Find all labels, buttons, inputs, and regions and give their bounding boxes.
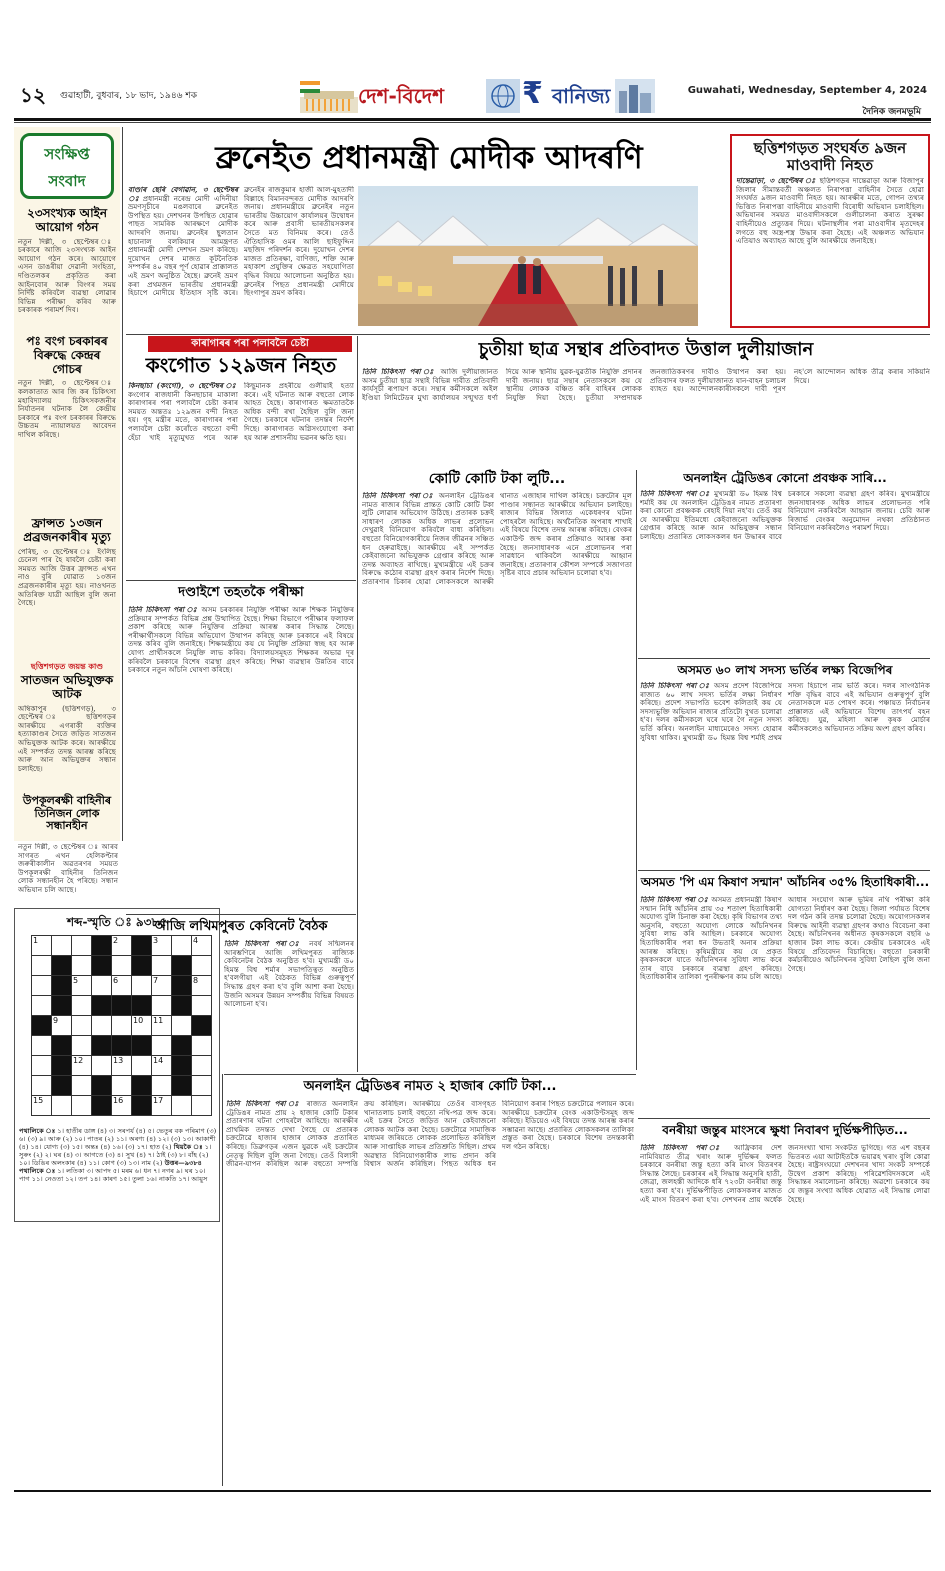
sidebar bbox=[14, 127, 120, 841]
online2-body-content: ৰাজ্যত অনলাইন ট্ৰেডিঙৰ নামত প্ৰায় ২ হাজাৰ কোটি টকাৰ প্ৰতাৰণাৰ ঘটনা পোহৰলৈ আহিছে। আৰক্ষীৰ প্ৰাথমিক তদন্তত দেখা গৈছে যে প্ৰতাৰক চক্ৰটোৱে হাজাৰ হাজাৰ লোকক প্ৰতাৰিত কৰিছে। ডিব্ৰুগড়ৰ এজন যুৱকে এই চক্ৰটোৰ নেতৃত্ব দিছিল বুলি জনা গৈছে। তেওঁ বিলাসী জীৱন-যাপন কৰিছিল আৰু বহুতো সম্পত্তি ক্ৰয় কৰিছিল। আৰক্ষীয়ে তেওঁৰ বাসগৃহত খানাতলাচ চলাই বহুতো নথি-পত্ৰ জব্দ কৰে। এই চক্ৰৰ সৈতে জড়িত আন কেইবাজনো লোকক আটক কৰা হৈছে। চক্ৰটোৱে সামাজিক মাধ্যমৰ জৰিয়তে লোকক প্ৰলোভিত কৰিছিল আৰু সাপ্তাহিক লাভৰ প্ৰতিশ্ৰুতি দিছিল। প্ৰথম অৱস্থাত বিনিয়োগকাৰীক লাভ প্ৰদান কৰি বিশ্বাস অৰ্জন কৰিছিল। পিছত অধিক ধন বিনিয়োগ কৰাৰ পিছত চক্ৰটোৱে পলায়ন কৰে। আৰক্ষীয়ে চক্ৰটোৰ বেংক একাউণ্টসমূহ জব্দ কৰিছে। ইডিয়েও এই বিষয়ে তদন্ত আৰম্ভ কৰাৰ সম্ভাৱনা আছে। প্ৰতাৰিত লোকসকলৰ তালিকা প্ৰস্তুত কৰা হৈছে। চৰকাৰে বিশেষ তদন্তকাৰী দল গঠন কৰিছে। bbox=[226, 1100, 634, 1169]
footer-rule bbox=[14, 1490, 931, 1492]
kisan-top-rule bbox=[638, 870, 930, 871]
crossword-block bbox=[51, 1035, 72, 1056]
bjp-body-content: অসম প্ৰদেশ বিজেপিয়ে ৰাজ্যত ৬০ লাখ সদস্য ভৰ্তিৰ লক্ষ্য নিৰ্ধাৰণ কৰিছে। প্ৰদেশ সভাপতি ভবেশ কলিতাই কয় যে সদস্যভুক্তি অভিযান ৰাজ্যৰ প্ৰতিটো বুথত চলোৱা হ'ব। দলৰ কৰ্মীসকলে ঘৰে ঘৰে গৈ নতুন সদস্য ভৰ্তি কৰিব। অনলাইন মাধ্যমেৰেও সদস্য হোৱাৰ সুবিধা থাকিব। মুখ্যমন্ত্ৰী ড০ হিমন্ত বিশ্ব শৰ্মাই প্ৰথম সদস্য হিচাপে নাম ভৰ্তি কৰে। দলৰ সাংগঠনিক শক্তি বৃদ্ধিৰ বাবে এই অভিযান গুৰুত্বপূৰ্ণ বুলি নেতাসকলে মত পোষণ কৰে। পঞ্চায়ত নিৰ্বাচনৰ প্ৰাক্কালত এই অভিযানে বিশেষ তাৎপৰ্য বহন কৰিছে। যুৱ, মহিলা আৰু কৃষক মোৰ্চাৰ কৰ্মীসকলেও অভিযানত সক্ৰিয় অংশ গ্ৰহণ কৰিব। bbox=[640, 682, 930, 742]
maoist-story-box bbox=[730, 134, 930, 328]
wildlife-top-rule bbox=[638, 1118, 930, 1119]
brief-item-headline: সাতজন অভিযুক্তক আটক bbox=[20, 673, 114, 701]
crossword-block bbox=[171, 975, 192, 996]
crossword-cell[interactable] bbox=[151, 1055, 172, 1076]
lakhimpur-body-content: নবৰ্ষ সন্মিলনৰ আৰম্ভণিৰে আজি লখিমপুৰত ৰাজ্যিক কেবিনেটৰ বৈঠক অনুষ্ঠিত হ'ব। মুখ্যমন্ত্ৰী ড০ হিমন্ত বিশ্ব শৰ্মাৰ সভাপতিত্বত অনুষ্ঠিত হ'বলগীয়া এই বৈঠকত বিভিন্ন গুৰুত্বপূৰ্ণ সিদ্ধান্ত গ্ৰহণ কৰা হ'ব বুলি আশা কৰা হৈছে। উজনি অসমৰ উন্নয়ন সম্পৰ্কীয় বিভিন্ন বিষয়ত আলোচনা হ'ব। bbox=[224, 940, 354, 1009]
crossword-cell[interactable] bbox=[171, 1015, 192, 1036]
brief-news-badge-line1: সংক্ষিপ্ত bbox=[44, 145, 90, 163]
crossword-block bbox=[111, 1035, 132, 1056]
brief-item-4 bbox=[18, 661, 116, 773]
crossword-cell[interactable] bbox=[191, 955, 212, 976]
crossword-box bbox=[14, 908, 220, 1222]
wildlife-headline: বনৰীয়া জন্তুৰ মাংসৰে ক্ষুধা নিবাৰণ দুৰ্ভিক্ষপীড়িত... bbox=[662, 1123, 908, 1137]
crossword-cell[interactable] bbox=[151, 1095, 172, 1116]
crossword-clues bbox=[19, 1127, 217, 1221]
crossword-cell[interactable] bbox=[91, 1015, 112, 1036]
crossword-cell[interactable] bbox=[31, 955, 52, 976]
crossword-cell[interactable] bbox=[51, 1015, 72, 1036]
exam-top-rule bbox=[126, 580, 356, 581]
answers: ১। লতিকা ৩। আপদ ৫। মৰম ৬। ধন ৭। নগৰ ৯। ঘৰ ১০। পাগ ১১। নেওতা ১২। তপ ১৪। কাৰণ ১৫। তুলা ১৬। নাকতি ১৭। আয়ুস bbox=[19, 1167, 208, 1183]
congo-body-content: কংগোৰ ৰাজধানী কিনছাচাৰ মাকালা কাৰাগাৰৰ পৰা পলাবলৈ চেষ্টা কৰাৰ সময়ত অন্ততঃ ১২৯জন বন্দী নিহত হয়। গৃহ মন্ত্ৰীৰ মতে, কাৰাগাৰৰ পৰা পলাবলৈ চেষ্টা কৰোঁতে বহুতো বন্দী হেঁচা খাই মৃত্যুমুখত পৰে আৰু কিছুমানক প্ৰহৰীয়ে গুলীয়াই হত্যা কৰে। এই ঘটনাত আৰু বহুতো লোক আহত হৈছে। কাৰাগাৰত ক্ষমতাতকৈ অধিক বন্দী ৰখা হৈছিল বুলি জনা গৈছে। চৰকাৰে ঘটনাৰ তদন্তৰ নিৰ্দেশ দিছে। কাৰাগাৰত অগ্নিসংযোগো কৰা হয় আৰু প্ৰশাসনীয় ভৱনৰ ক্ষতি হয়। bbox=[128, 382, 354, 442]
crossword-cell[interactable] bbox=[111, 955, 132, 976]
lead-photo bbox=[358, 186, 698, 326]
crossword-number: 2 bbox=[113, 936, 119, 945]
across-clues: ১। হাতীৰ ডাঙ্গ (৪) ৩। সৰপৰ্য (৪) ৫। ভেতুৰ বক পৰিমাণ (৩) ৬। (৩) ৯। আৰু (২) ১০। পাতৰ (২) ১১। অৰণ্য (৪) ১২। (৩) ১৩। আকাশী (৪) ১৪। যোগ্য (৩) ১৫। অন্তঃ (৪) ১৬। (৩) ১৭। হাত (২) bbox=[19, 1127, 217, 1151]
crossword-block bbox=[131, 935, 152, 956]
section-right-title: বানিজ্য bbox=[552, 84, 611, 108]
wildlife-dateline: তিনি চিকিৎসা পৰা ঃ bbox=[640, 1144, 726, 1152]
crossword-cell[interactable] bbox=[31, 935, 52, 956]
city-graphic bbox=[615, 79, 655, 113]
crossword-cell[interactable] bbox=[111, 1055, 132, 1076]
crossword-cell[interactable] bbox=[171, 1095, 192, 1116]
crossword-cell[interactable] bbox=[191, 1055, 212, 1076]
brief-item-body: নতুন দিল্লী, ৩ ছেপ্টেম্বৰ ঃ কলকাতাত আৰ জি কৰ চিকিৎসা মহাবিদ্যালয় চিকিৎসকজনীৰ নিৰ্যাতনৰ ঘটনাক লৈ কেন্দ্ৰীয় চৰকাৰে পঃ বংগ চৰকাৰৰ বিৰুদ্ধে উচ্চতম ন্যায়ালয়ত আবেদন দাখিল কৰিছে। bbox=[18, 379, 116, 439]
crossword-number: 7 bbox=[153, 976, 159, 985]
crossword-cell[interactable] bbox=[151, 995, 172, 1016]
exam-body bbox=[128, 606, 354, 910]
crossword-block bbox=[131, 1075, 152, 1096]
crossword-number: 4 bbox=[193, 936, 199, 945]
lakhimpur-body bbox=[224, 940, 354, 1068]
crossword-cell[interactable] bbox=[71, 1075, 92, 1096]
crossword-cell[interactable] bbox=[191, 1035, 212, 1056]
crossword-block bbox=[131, 995, 152, 1016]
crossword-cell[interactable] bbox=[191, 975, 212, 996]
brief-news-badge-line2: সংবাদ bbox=[48, 172, 86, 190]
maoist-body bbox=[736, 177, 924, 307]
crossword-cell[interactable] bbox=[71, 995, 92, 1016]
crossword-cell[interactable] bbox=[151, 955, 172, 976]
crossword-cell[interactable] bbox=[111, 1075, 132, 1096]
crossword-cell[interactable] bbox=[191, 1075, 212, 1096]
kisan-dateline: তিনি চিকিৎসা পৰা ঃ bbox=[640, 896, 709, 904]
un-globe-icon bbox=[486, 79, 520, 113]
brief-news-badge bbox=[20, 133, 114, 199]
crossword-grid bbox=[25, 935, 211, 1121]
crossword-cell[interactable] bbox=[91, 975, 112, 996]
maoist-headline: ছত্তিশগড়ত সংঘৰ্ষত ৯জন মাওবাদী নিহত bbox=[753, 139, 907, 174]
crossword-block bbox=[91, 1035, 112, 1056]
rupee-icon: ₹ bbox=[522, 76, 543, 111]
lead-dateline: বাণ্ডাৰ ছেৰি বেগাৱান, ৩ ছেপ্টেম্বৰ ঃ bbox=[128, 186, 238, 203]
lakhimpur-dateline: তিনি চিকিৎসা পৰা ঃ bbox=[224, 940, 303, 948]
crossword-cell[interactable] bbox=[151, 935, 172, 956]
crossword-cell[interactable] bbox=[191, 995, 212, 1016]
duliajan-dateline: তিনি চিকিৎসা পৰা ঃ bbox=[362, 368, 436, 376]
koti-dateline: তিনি চিকিৎসা পৰা ঃ bbox=[362, 492, 435, 500]
crossword-cell[interactable] bbox=[71, 1015, 92, 1036]
congo-body bbox=[128, 382, 354, 576]
crossword-number: 3 bbox=[153, 936, 159, 945]
duliajan-body-content: আজি দুলীয়াজানত অসম চুতীয়া ছাত্ৰ সন্থাই বিভিন্ন দাবীত প্ৰতিবাদী কাৰ্যসূচী ৰূপায়ণ কৰে। সন্থাৰ কৰ্মীসকলে অইল ইণ্ডিয়া লিমিটেডৰ মুখ্য কাৰ্যালয়ৰ সন্মুখত ধৰ্ণা দিয়ে আৰু স্থানীয় যুৱক-যুৱতীক নিযুক্তি প্ৰদানৰ দাবী জনায়। ছাত্ৰ সন্থাৰ নেতাসকলে কয় যে স্থানীয় লোকক বঞ্চিত কৰি বাহিৰৰ লোকক নিযুক্তি দিয়া হৈছে। চুতীয়া সম্প্ৰদায়ক জনজাতিকৰণৰ দাবীও উত্থাপন কৰা হয়। প্ৰতিবাদৰ ফলত দুলীয়াজানত যান-বাহন চলাচল ব্যাহত হয়। আন্দোলনকাৰীসকলে দাবী পূৰণ নহ'লে আন্দোলন অধিক তীব্ৰ কৰাৰ সকিয়নি দিয়ে। bbox=[362, 368, 930, 402]
crossword-number: 12 bbox=[73, 1056, 84, 1065]
crossword-number: 10 bbox=[133, 1016, 144, 1025]
crossword-cell[interactable] bbox=[71, 955, 92, 976]
brief-item-headline: ফ্ৰান্সত ১৩জন প্ৰব্ৰজনকাৰীৰ মৃত্যু bbox=[23, 516, 111, 544]
exam-body-content: অসম চৰকাৰৰ নিযুক্তি পৰীক্ষা আৰু শিক্ষক নিযুক্তিৰ প্ৰক্ৰিয়াৰ সম্পৰ্কত বিভিন্ন প্ৰশ্ন উত্থাপিত হৈছে। শিক্ষা বিভাগে পৰীক্ষাৰ ফলাফল প্ৰকাশ কৰিছে আৰু নিযুক্তিৰ প্ৰক্ৰিয়া আৰম্ভ কৰাৰ সিদ্ধান্ত লৈছে। পৰীক্ষাৰ্থীসকলে বিভিন্ন অভিযোগ উত্থাপন কৰিছে আৰু চৰকাৰে এই বিষয়ে তদন্ত কৰিব বুলি জনাইছে। শিক্ষামন্ত্ৰীয়ে কয় যে নিযুক্তি প্ৰক্ৰিয়া স্বচ্ছ হব আৰু যোগ্য প্ৰাৰ্থীসকলে নিযুক্তি লাভ কৰিব। বিদ্যালয়সমূহত শিক্ষকৰ অভাৱ দূৰ কৰিবলৈ চৰকাৰে বিশেষ ব্যৱস্থা গ্ৰহণ কৰিছে। শিক্ষা ব্যৱস্থাৰ উন্নতিৰ বাবে চৰকাৰে নতুন আঁচনি ঘোষণা কৰিছে। bbox=[128, 606, 354, 675]
crossword-block bbox=[51, 955, 72, 976]
crossword-cell[interactable] bbox=[151, 1035, 172, 1056]
online2-dateline: তিনি চিকিৎসা পৰা ঃ bbox=[226, 1100, 302, 1108]
crossword-number: 15 bbox=[33, 1096, 44, 1105]
brief-item-5 bbox=[18, 795, 116, 833]
crossword-cell[interactable] bbox=[151, 975, 172, 996]
header-rule bbox=[14, 118, 931, 121]
crossword-number: 16 bbox=[113, 1096, 124, 1105]
crossword-cell[interactable] bbox=[111, 935, 132, 956]
col-rule-1 bbox=[357, 336, 358, 1072]
crossword-block bbox=[91, 1075, 112, 1096]
koti-body-content: অনলাইন ট্ৰেডিঙৰ নামত ৰাজ্যৰ বিভিন্ন প্ৰান্তত কোটি কোটি টকা লুটি লোৱাৰ অভিযোগ উঠিছে। প্ৰতাৰক চক্ৰই সাধাৰণ লোকক অধিক লাভৰ প্ৰলোভন দেখুৱাই বিনিয়োগ কৰিবলৈ বাধ্য কৰিছিল। বহুতো বিনিয়োগকাৰীয়ে নিজৰ জীৱনৰ সঞ্চিত ধন হেৰুৱাইছে। আৰক্ষীয়ে এই সম্পৰ্কত কেইবাজনো অভিযুক্তক গ্ৰেপ্তাৰ কৰিছে আৰু তদন্ত অব্যাহত ৰাখিছে। মুখ্যমন্ত্ৰীয়ে এই চক্ৰৰ বিৰুদ্ধে কঠোৰ ব্যৱস্থা গ্ৰহণ কৰাৰ নিৰ্দেশ দিছে। প্ৰতাৰণাৰ চিকাৰ হোৱা লোকসকলে আৰক্ষী থানাত এজাহাৰ দাখিল কৰিছে। চক্ৰটোৰ মূল পাণ্ডাৰ সন্ধানত আৰক্ষীয়ে অভিযান চলাইছে। ৰাজ্যৰ বিভিন্ন জিলাত একেধৰণৰ ঘটনা পোহৰলৈ আহিছে। অৰ্থনৈতিক অপৰাধ শাখাই এই বিষয়ে বিশেষ তদন্ত আৰম্ভ কৰিছে। বেংকৰ একাউণ্ট জব্দ কৰাৰ প্ৰক্ৰিয়াও আৰম্ভ কৰা হৈছে। জনসাধাৰণক এনে প্ৰলোভনৰ পৰা সাৱধানে থাকিবলৈ আৰক্ষীয়ে আহ্বান জনাইছে। প্ৰতাৰণাৰ কৌশল সম্পৰ্কে সজাগতা সৃষ্টিৰ বাবে প্ৰচাৰ অভিযান চলোৱা হ'ব। bbox=[362, 492, 632, 586]
maoist-body-content: ছত্তিশগড়ৰ দান্তেৱাড়া আৰু বিজাপুৰ জিলাৰ সীমান্তবৰ্তী অঞ্চলত নিৰাপত্তা বাহিনীৰ সৈতে হোৱা সংঘৰ্ষত ৯জন মাওবাদী নিহত হয়। আৰক্ষীৰ মতে, গোপন তথ্যৰ ভিত্তিত নিৰাপত্তা বাহিনীয়ে মাওবাদী বিৰোধী অভিযান চলাইছিল। অভিযানৰ সময়ত মাওবাদীসকলে গুলীচালনা কৰাত সুৰক্ষা বাহিনীয়েও প্ৰত্যুত্তৰ দিয়ে। ঘটনাস্থলীৰ পৰা মাওবাদীৰ মৃতদেহৰ লগতে বহু অস্ত্ৰ-শস্ত্ৰ উদ্ধাৰ কৰা হৈছে। এই অঞ্চলত অভিযান এতিয়াও অব্যাহত আছে বুলি আৰক্ষীয়ে জনাইছে। bbox=[736, 177, 924, 246]
bjp-top-rule bbox=[638, 658, 930, 659]
crossword-number: 13 bbox=[113, 1056, 124, 1065]
crossword-block bbox=[31, 1015, 52, 1036]
crossword-cell[interactable] bbox=[191, 1095, 212, 1116]
brief-item-body: পেৰিছ, ৩ ছেপ্টেম্বৰ ঃ ইংলিছ চেনেল পাৰ হৈ যাবলৈ চেষ্টা কৰা সময়ত আজি উত্তৰ ফ্ৰান্সত এখন নাও বুৰি যোৱাত ১৩জন প্ৰব্ৰজনকাৰীৰ মৃত্যু হয়। নাওখনত অতিৰিক্ত যাত্ৰী আছিল বুলি জনা গৈছে। bbox=[18, 547, 116, 608]
brief-item-5-body: নতুন দিল্লী, ৩ ছেপ্টেম্বৰ ঃ আৰব সাগৰত এখন হেলিকপ্টাৰ জৰুৰীকালীন অৱতৰণৰ সময়ত উপকূলৰক্ষী বাহিনীৰ তিনিজন লোক সন্ধানহীন হৈ পৰিছে। সন্ধান অভিযান চলি আছে। bbox=[18, 843, 118, 894]
crossword-cell[interactable] bbox=[111, 1095, 132, 1116]
crossword-block bbox=[171, 1035, 192, 1056]
lead-bottom-rule bbox=[126, 334, 930, 335]
crossword-number: 5 bbox=[73, 976, 79, 985]
crossword-block bbox=[51, 975, 72, 996]
crossword-block bbox=[171, 1075, 192, 1096]
crossword-cell[interactable] bbox=[31, 975, 52, 996]
crossword-number: 14 bbox=[153, 1056, 164, 1065]
parliament-graphic bbox=[300, 79, 358, 113]
crossword-block bbox=[91, 995, 112, 1016]
crossword-cell[interactable] bbox=[71, 975, 92, 996]
lead-body-content: প্ৰধানমন্ত্ৰী নৰেন্দ্ৰ মোদী এদিনীয়া ভ্ৰমণসূচীৰে মঙলবাৰে ব্ৰুনেইত উপস্থিত হয়। দেশখনৰ উপস্থিত হোৱাৰ পাছত সামৰিক আৰক্ষণে মোদীক আদৰণি জনায়। ব্ৰুনেইৰ ছুলতান হাচানাল বলকিয়াৰ আমন্ত্ৰণত প্ৰধানমন্ত্ৰী মোদী দেশখন ভ্ৰমণ কৰিছে। দুয়োখন দেশৰ মাজত কূটনৈতিক সম্পৰ্কৰ ৪০ বছৰ পূৰ্ণ হোৱাৰ প্ৰাক্কালত এই ভ্ৰমণ অনুষ্ঠিত হৈছে। ব্ৰুনেই ভ্ৰমণ কৰা প্ৰথমজন ভাৰতীয় প্ৰধানমন্ত্ৰী হিচাপে মোদীয়ে ইতিহাস সৃষ্টি কৰে। ব্ৰুনেইৰ ৰাজকুমাৰ হাজী আল-মুহতাদী বিল্লাহে বিমানবন্দৰত মোদীক আদৰণি জনায়। প্ৰধানমন্ত্ৰীয়ে ব্ৰুনেইৰ নতুন ভাৰতীয় উচ্চায়োগ কাৰ্যালয়ৰ উদ্বোধন কৰে আৰু প্ৰবাসী ভাৰতীয়সকলৰ সৈতে মত বিনিময় কৰে। তেওঁ ঐতিহাসিক ওমৰ আলি ছাইফুদ্দিন মছজিদ পৰিদৰ্শন কৰে। দুয়োখন দেশৰ মাজত প্ৰতিৰক্ষা, বাণিজ্য, শক্তি আৰু মহাকাশ প্ৰযুক্তিৰ ক্ষেত্ৰত সহযোগিতা বৃদ্ধিৰ বিষয়ে আলোচনা অনুষ্ঠিত হয়। ব্ৰুনেইৰ পিছত প্ৰধানমন্ত্ৰী মোদীয়ে ছিংগাপুৰ ভ্ৰমণ কৰিব। bbox=[128, 186, 354, 298]
brief-item-body: অম্বিকাপুৰ (ছত্তিশগড়), ৩ ছেপ্টেম্বৰ ঃ ছত্তিশগড়ৰ আৰক্ষীয়ে এগৰাকী ব্যক্তিৰ হত্যাকাণ্ডৰ সৈতে জড়িত সাতজন অভিযুক্তক আটক কৰে। আৰক্ষীয়ে এই সম্পৰ্কত তদন্ত আৰম্ভ কৰিছে আৰু আন অভিযুক্তৰ সন্ধান চলাইছে। bbox=[18, 704, 116, 773]
wildlife-body bbox=[640, 1144, 930, 1484]
crossword-block bbox=[171, 995, 192, 1016]
koti-headline: কোটি কোটি টকা লুটি... bbox=[428, 471, 566, 487]
crossword-number: 17 bbox=[153, 1096, 164, 1105]
crossword-cell[interactable] bbox=[191, 935, 212, 956]
online2-headline: অনলাইন ট্ৰেডিঙৰ নামত ২ হাজাৰ কোটি টকা... bbox=[303, 1079, 557, 1094]
crossword-block bbox=[171, 955, 192, 976]
crossword-block bbox=[131, 1035, 152, 1056]
crossword-cell[interactable] bbox=[71, 1055, 92, 1076]
online2-top-rule bbox=[224, 1074, 636, 1075]
brief-item-headline: পঃ বংগ চৰকাৰৰ বিৰুদ্ধে কেন্দ্ৰৰ গোচৰ bbox=[26, 334, 108, 376]
paper-name: দৈনিক জনমভূমি bbox=[862, 107, 921, 117]
brief-item-body: নতুন দিল্লী, ৩ ছেপ্টেম্বৰ ঃ চৰকাৰে আজি ২৩সংখ্যক আইন আয়োগ গঠন কৰে। আয়োগে এসন ডাঙৰীয়া দেৱানী সংহিতা, দণ্ডিতলকৰ প্ৰকৃতিত কৰা আইনবোৰ আৰু বিংগৰ সময় নিৰ্দিষ্ট কৰিবলৈ ব্যৱস্থা লোৱাৰ বিভিন্ন পৰীক্ষা কৰিব আৰু চৰকাৰক পৰামৰ্শ দিব। bbox=[18, 237, 116, 315]
crossword-cell[interactable] bbox=[111, 975, 132, 996]
english-date: Guwahati, Wednesday, September 4, 2024 bbox=[687, 85, 927, 96]
lead-body-text bbox=[128, 186, 354, 330]
crossword-block bbox=[91, 1095, 112, 1116]
crossword-block bbox=[91, 955, 112, 976]
crossword-block bbox=[131, 1095, 152, 1116]
crossword-cell[interactable] bbox=[31, 1035, 52, 1056]
lakhimpur-headline: আজি লখিমপুৰত কেবিনেট বৈঠক bbox=[154, 919, 328, 934]
crossword-block bbox=[51, 1075, 72, 1096]
crossword-cell[interactable] bbox=[51, 1095, 72, 1116]
answers-head: উত্তৰ—৯৩৮৪ পথালিকে ঃ bbox=[19, 1159, 202, 1175]
crossword-cell[interactable] bbox=[171, 935, 192, 956]
bjp-dateline: তিনি চিকিৎসা পৰা ঃ bbox=[640, 682, 711, 690]
bjp-body bbox=[640, 682, 930, 866]
crossword-block bbox=[191, 1015, 212, 1036]
crossword-cell[interactable] bbox=[131, 1015, 152, 1036]
down-head: থিয়কৈ ঃ bbox=[173, 1143, 203, 1151]
sidebar-rule bbox=[122, 127, 123, 841]
congo-dateline: কিনছাচা (কংগো), ৩ ছেপ্টেম্বৰ ঃ bbox=[128, 382, 238, 390]
crossword-cell[interactable] bbox=[91, 1055, 112, 1076]
crossword-cell[interactable] bbox=[71, 1035, 92, 1056]
crossword-cell[interactable] bbox=[151, 1075, 172, 1096]
crossword-cell[interactable] bbox=[51, 935, 72, 956]
online1-dateline: তিনি চিকিৎসা পৰা ঃ bbox=[640, 490, 711, 498]
lakhimpur-top-rule bbox=[126, 914, 356, 915]
maoist-dateline: দান্তেৱাড়া, ৩ ছেপ্টেম্বৰ ঃ bbox=[736, 177, 817, 185]
crossword-number: 1 bbox=[33, 936, 39, 945]
duliajan-headline: চুতীয়া ছাত্ৰ সন্থাৰ প্ৰতিবাদত উত্তাল দুলীয়াজান bbox=[478, 339, 814, 360]
crossword-cell[interactable] bbox=[111, 1015, 132, 1036]
bjp-headline: অসমত ৬০ লাখ সদস্য ভৰ্তিৰ লক্ষ্য বিজেপিৰ bbox=[677, 663, 893, 677]
online1-body-content: মুখ্যমন্ত্ৰী ড০ হিমন্ত বিশ্ব শৰ্মাই কয় যে অনলাইন ট্ৰেডিঙৰ নামত প্ৰতাৰণা কৰা কোনো প্ৰবঞ্চকক ৰেহাই দিয়া নহ'ব। তেওঁ কয় যে আৰক্ষীয়ে ইতিমধ্যে কেইবাজনো অভিযুক্তক গ্ৰেপ্তাৰ কৰিছে আৰু আন অভিযুক্তৰ সন্ধান চলাইছে। প্ৰতাৰিত লোকসকলৰ ধন উদ্ধাৰৰ বাবে চৰকাৰে সকলো ব্যৱস্থা গ্ৰহণ কৰিব। মুখ্যমন্ত্ৰীয়ে জনসাধাৰণক অধিক লাভৰ প্ৰলোভনত পৰি বিনিয়োগ নকৰিবলৈ আহ্বান জনায়। চেবি আৰু ৰিজাৰ্ভ বেংকৰ অনুমোদন নথকা প্ৰতিষ্ঠানত বিনিয়োগ নকৰিবলৈও পৰামৰ্শ দিয়ে। bbox=[640, 490, 930, 541]
koti-body bbox=[362, 492, 632, 1070]
crossword-title: শব্দ-স্মৃতি ঃ ৯৩৮৫ bbox=[66, 915, 168, 929]
section-banner bbox=[300, 78, 655, 114]
crossword-block bbox=[131, 955, 152, 976]
congo-tag: কাৰাগাৰৰ পৰা পলাবলৈ চেষ্টা bbox=[148, 336, 352, 352]
kisan-body bbox=[640, 896, 930, 1114]
crossword-cell[interactable] bbox=[131, 1055, 152, 1076]
lead-body bbox=[128, 186, 354, 330]
crossword-cell[interactable] bbox=[151, 1015, 172, 1036]
page-header bbox=[14, 76, 931, 118]
lead-headline: ব্ৰুনেইত প্ৰধানমন্ত্ৰী মোদীক আদৰণি bbox=[215, 140, 643, 176]
online1-body bbox=[640, 490, 930, 654]
brief-item-3 bbox=[18, 517, 116, 622]
brief-item-headline: উপকূলৰক্ষী বাহিনীৰ তিনিজন লোক সন্ধানহীন bbox=[22, 794, 112, 833]
crossword-block bbox=[111, 995, 132, 1016]
crossword-cell[interactable] bbox=[71, 935, 92, 956]
duliajan-body bbox=[362, 368, 930, 466]
crossword-cell[interactable] bbox=[31, 1075, 52, 1096]
crossword-number: 9 bbox=[53, 1016, 59, 1025]
crossword-block bbox=[171, 1055, 192, 1076]
online2-body bbox=[226, 1100, 634, 1484]
crossword-block bbox=[51, 995, 72, 1016]
crossword-cell[interactable] bbox=[71, 1095, 92, 1116]
kisan-body-content: অসমত প্ৰধানমন্ত্ৰী কিষাণ সন্মান নিধি আঁচনিৰ প্ৰায় ৩৫ শতাংশ হিতাধিকাৰী অযোগ্য বুলি চিনাক্ত কৰা হৈছে। কৃষি বিভাগৰ তথ্য অনুসৰি, বহুতো অযোগ্য লোকে আঁচনিখনৰ সুবিধা লাভ কৰি আছিল। চৰকাৰে অযোগ্য হিতাধিকাৰীৰ পৰা ধন উভতাই অনাৰ প্ৰক্ৰিয়া আৰম্ভ কৰিছে। কৃষিমন্ত্ৰীয়ে কয় যে প্ৰকৃত কৃষকসকলে যাতে আঁচনিখনৰ সুবিধা লাভ কৰে তাৰ বাবে চৰকাৰে ব্যৱস্থা গ্ৰহণ কৰিছে। হিতাধিকাৰীৰ তালিকা পুনৰীক্ষণৰ কাম চলি আছে। আধাৰ সংযোগ আৰু ভূমিৰ নথি পৰীক্ষা কৰি যোগ্যতা নিৰ্ধাৰণ কৰা হৈছে। জিলা পৰ্যায়ত বিশেষ দল গঠন কৰি তদন্ত চলোৱা হৈছে। অযোগ্যসকলৰ বিৰুদ্ধে আইনী ব্যৱস্থা গ্ৰহণৰ কথাও বিবেচনা কৰা হৈছে। আঁচনিখনৰ অধীনত কৃষকসকলে বছৰি ৬ হাজাৰ টকা লাভ কৰে। কেন্দ্ৰীয় চৰকাৰেও এই বিষয়ে প্ৰতিবেদন বিচাৰিছে। বহুতো চৰকাৰী কৰ্মচাৰীয়েও আঁচনিখনৰ সুবিধা লৈছিল বুলি জনা গৈছে। bbox=[640, 896, 930, 982]
crossword-number: 8 bbox=[193, 976, 199, 985]
crossword-block bbox=[91, 935, 112, 956]
col-rule-3 bbox=[222, 1074, 223, 1486]
assamese-date: গুৱাহাটী, বুধবাৰ, ১৮ ভাদ, ১৯৪৬ শক bbox=[60, 91, 198, 101]
brief-item-headline: ২৩সংখ্যক আইন আয়োগ গঠন bbox=[26, 206, 108, 234]
wildlife-body-content: আফ্ৰিকাৰ দেশ নামিবিয়াত তীব্ৰ খৰাং আৰু দুৰ্ভিক্ষৰ ফলত চৰকাৰে বনৰীয়া জন্তু হত্যা কৰি মাংস বিতৰণৰ সিদ্ধান্ত লৈছে। চৰকাৰৰ এই সিদ্ধান্ত অনুসৰি হাতী, জেব্ৰা, জলহস্তী আদিকে ধৰি ৭২৩টা বনৰীয়া জন্তু হত্যা কৰা হ'ব। দুৰ্ভিক্ষপীড়িত লোকসকলৰ মাজত এই মাংস বিতৰণ কৰা হ'ব। দেশখনৰ প্ৰায় অৰ্ধেক জনসংখ্যা খাদ্য সংকটত ভুগিছে। গত এশ বছৰৰ ভিতৰত এয়া আটাইতকৈ ভয়াৱহ খৰাং বুলি কোৱা হৈছে। ৰাষ্ট্ৰসংঘয়ো দেশখনৰ খাদ্য সংকট সম্পৰ্কে উদ্বেগ প্ৰকাশ কৰিছে। পৰিৱেশবিদসকলে এই সিদ্ধান্তৰ সমালোচনা কৰিছে। অৱশ্যে চৰকাৰে কয় যে জন্তুৰ সংখ্যা অধিক হোৱাত এই সিদ্ধান্ত লোৱা হৈছে। bbox=[640, 1144, 930, 1204]
exam-headline: দণ্ডাইশে তহতকৈ পৰীক্ষা bbox=[178, 585, 304, 600]
header-rule-thin bbox=[14, 122, 931, 123]
brief-item-1 bbox=[18, 207, 116, 332]
crossword-number: 6 bbox=[113, 976, 119, 985]
down-clues: ১। সুৰুং (২) ২। ঘৰ (৪) ৩। আগতে (৩) ৪। সুখ (৪) ৭। ঠাই (৩) ৮। বাঁহ (২) ১০। ডিঙিৰ অলংকাৰ (৪) ১১। কোণ (৩) ১৩। নাম (২) bbox=[19, 1143, 212, 1167]
col-rule-2 bbox=[636, 470, 637, 1070]
online1-headline: অনলাইন ট্ৰেডিঙৰ কোনো প্ৰবঞ্চক সাৰি... bbox=[683, 471, 887, 485]
crossword-number: 11 bbox=[153, 1016, 164, 1025]
brief-item-2 bbox=[18, 335, 116, 491]
congo-headline: কংগোত ১২৯জন নিহত bbox=[145, 353, 337, 377]
page-number: ১২ bbox=[20, 83, 46, 107]
crossword-cell[interactable] bbox=[31, 1095, 52, 1116]
crossword-cell[interactable] bbox=[131, 975, 152, 996]
crossword-cell[interactable] bbox=[31, 1055, 52, 1076]
brief-item-tag: ছত্তিশগড়ত জয়ন্ত কাণ্ড bbox=[30, 662, 104, 671]
crossword-block bbox=[51, 1055, 72, 1076]
crossword-cell[interactable] bbox=[31, 995, 52, 1016]
exam-dateline: তিনি চিকিৎসা পৰা ঃ bbox=[128, 606, 198, 614]
kisan-headline: অসমত 'পি এম কিষাণ সন্মান' আঁচনিৰ ৩৫% হিতাধিকাৰী... bbox=[640, 875, 930, 889]
across-head: পথালিকে ঃ bbox=[19, 1127, 56, 1135]
section-left-title: দেশ-বিদেশ bbox=[358, 84, 444, 108]
